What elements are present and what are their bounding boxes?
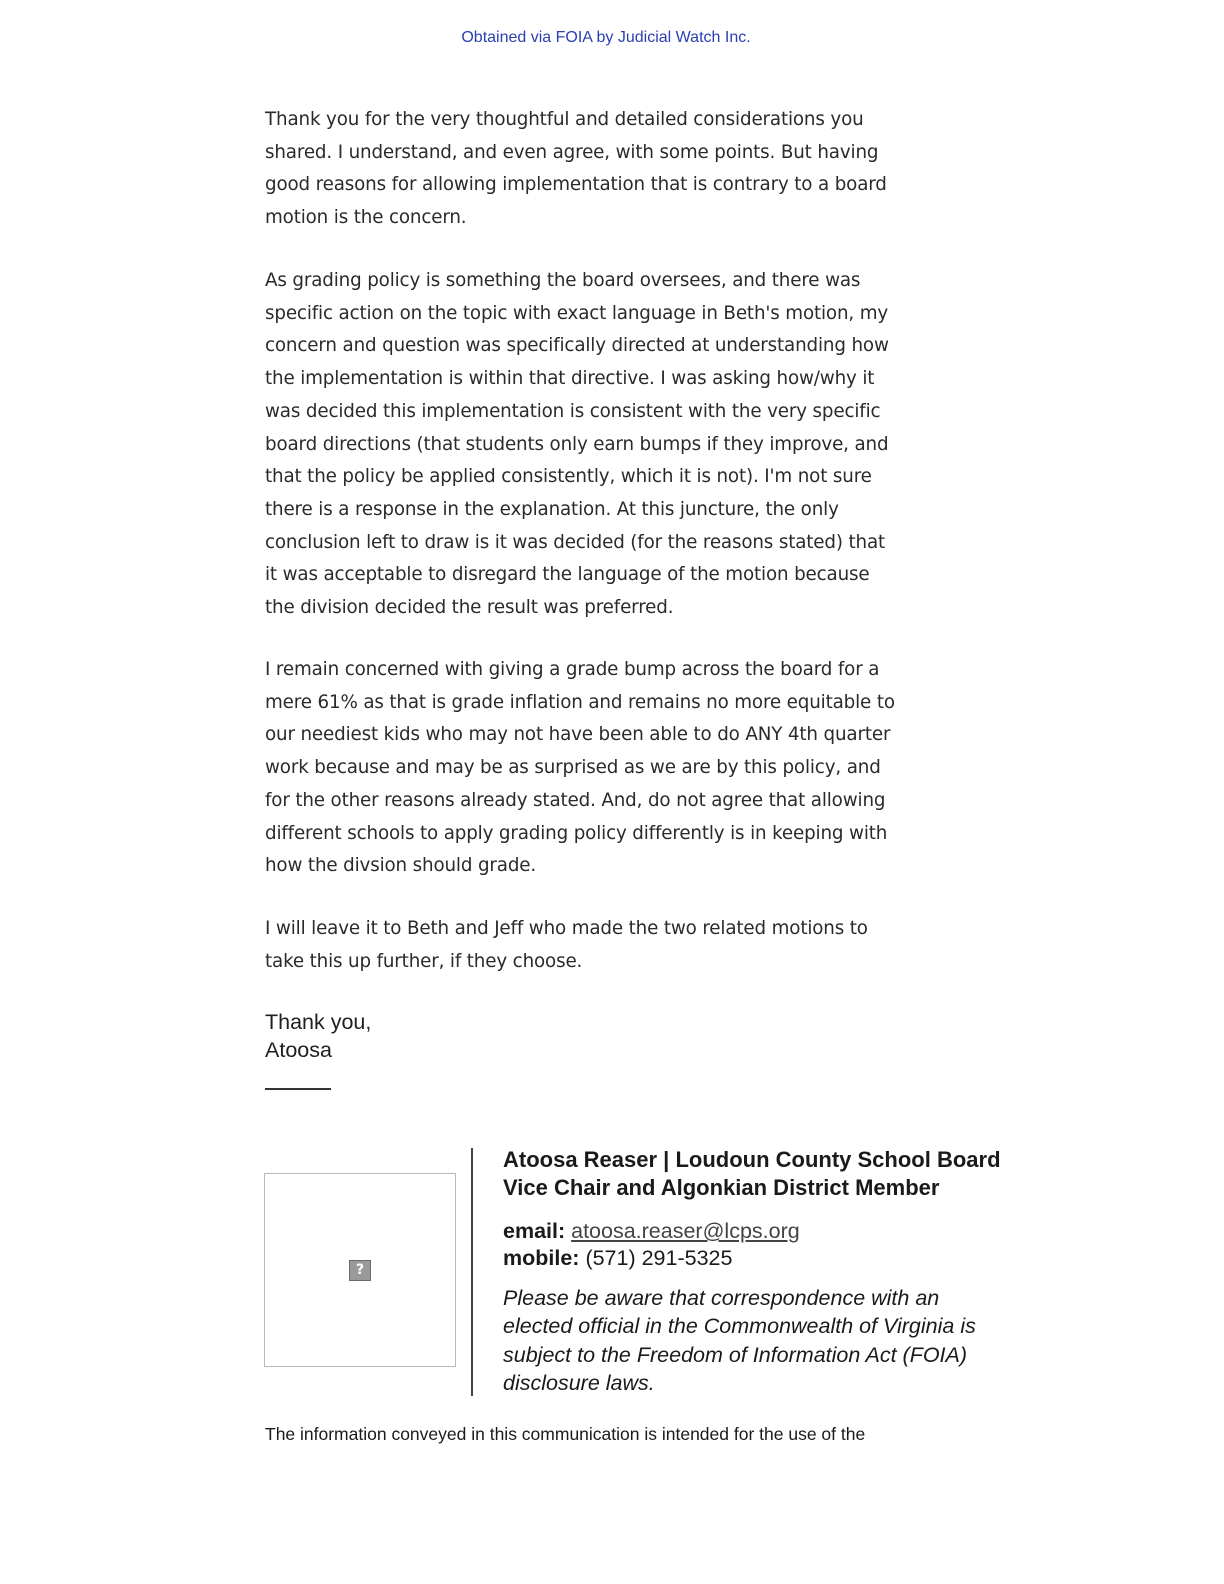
text-line: I remain concerned with giving a grade bump across the board for a [265, 659, 880, 680]
text-line: there is a response in the explanation. At this juncture, the only [265, 498, 839, 520]
notice-line: elected official in the Commonwealth of Virginia is [503, 1314, 976, 1339]
text-line: mere 61% as that is grade inflation and remains no more equitable to [265, 691, 895, 713]
text-line: motion is the concern. [265, 207, 467, 229]
text-line: board directions (that students only earn bumps if they improve, and [265, 433, 889, 455]
broken-image-icon: ? [349, 1260, 371, 1281]
signature-block [503, 1146, 1063, 1397]
foia-watermark [0, 29, 1212, 47]
text-line: As grading policy is something the board oversees, and there was [265, 270, 861, 291]
signature-name: Atoosa Reaser | Loudoun County School Board [503, 1147, 1001, 1172]
text-line: it was acceptable to disregard the language of the motion because [265, 564, 870, 586]
signature-separator [265, 1088, 331, 1090]
text-line: specific action on the topic with exact language in Beth's motion, my [265, 302, 889, 324]
text-line: was decided this implementation is consistent with the very specific [265, 400, 881, 422]
text-line: Thank you for the very thoughtful and detailed considerations you [265, 109, 864, 130]
text-line: for the other reasons already stated. And, do not agree that allowing [265, 789, 886, 811]
paragraph-1 [265, 104, 945, 235]
text-line: different schools to apply grading policy differently is in keeping with [265, 822, 888, 844]
notice-line: subject to the Freedom of Information Act (FOIA) [503, 1342, 968, 1367]
notice-line: disclosure laws. [503, 1370, 655, 1395]
paragraph-4 [265, 913, 945, 978]
confidentiality-footer: The information conveyed in this communication is intended for the use of the [265, 1424, 866, 1444]
text-line: the implementation is within that directive. I was asking how/why it [265, 368, 875, 390]
text-line: concern and question was specifically directed at understanding how [265, 335, 889, 357]
contact-info [503, 1218, 1063, 1272]
text-line: shared. I understand, and even agree, with some points. But having [265, 141, 879, 163]
email-link[interactable]: atoosa.reaser@lcps.org [571, 1219, 800, 1243]
closing-salutation: Thank you, [265, 1010, 372, 1034]
paragraph-3 [265, 654, 945, 883]
mobile-label: mobile: [503, 1246, 580, 1270]
foia-watermark-text: Obtained via FOIA by Judicial Watch Inc. [461, 29, 751, 46]
email-row [503, 1218, 1063, 1245]
closing-name: Atoosa [265, 1038, 332, 1062]
text-line: the division decided the result was preferred. [265, 597, 674, 619]
mobile-number: (571) 291-5325 [585, 1246, 733, 1270]
email-label: email: [503, 1219, 566, 1243]
text-line: good reasons for allowing implementation that is contrary to a board [265, 174, 887, 196]
text-line: take this up further, if they choose. [265, 950, 583, 972]
text-line: conclusion left to draw is it was decided (for the reasons stated) that [265, 531, 886, 553]
foia-notice [503, 1284, 1063, 1397]
mobile-row [503, 1245, 1063, 1272]
text-line: that the policy be applied consistently, which it is not). I'm not sure [265, 466, 872, 488]
text-line: how the divsion should grade. [265, 855, 537, 877]
closing [265, 1008, 371, 1064]
text-line: I will leave it to Beth and Jeff who made the two related motions to [265, 918, 868, 939]
signature-divider [471, 1148, 473, 1396]
paragraph-2 [265, 265, 945, 625]
text-line: our neediest kids who may not have been able to do ANY 4th quarter [265, 724, 891, 746]
notice-line: Please be aware that correspondence with an [503, 1286, 940, 1310]
text-line: work because and may be as surprised as we are by this policy, and [265, 757, 881, 779]
signature-role: Vice Chair and Algonkian District Member [503, 1175, 940, 1200]
signature-image-placeholder [264, 1173, 456, 1367]
